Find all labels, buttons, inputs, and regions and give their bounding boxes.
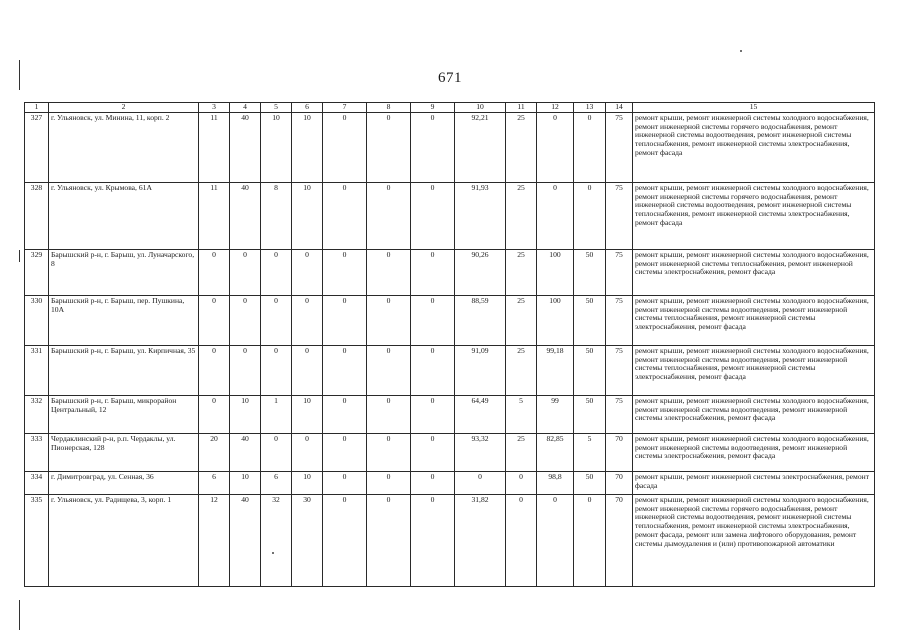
repair-works-cell: ремонт крыши, ремонт инженерной системы электроснабжения, ремонт фасада: [633, 472, 875, 495]
table-row: [25, 495, 875, 587]
table-cell: 25: [506, 113, 537, 183]
address-cell: г. Ульяновск, ул. Минина, 11, корп. 2: [49, 113, 199, 183]
table-cell: 99,18: [537, 346, 574, 396]
table-cell: 0: [261, 296, 292, 346]
table-cell: 0: [367, 472, 411, 495]
table-cell: 0: [411, 495, 455, 587]
table-cell: 1: [261, 396, 292, 434]
column-header: 2: [49, 103, 199, 113]
table-cell: 92,21: [455, 113, 506, 183]
table-cell: 10: [230, 472, 261, 495]
table-cell: 0: [367, 296, 411, 346]
table-cell: 90,26: [455, 250, 506, 296]
table-row: [25, 250, 875, 296]
table-cell: 40: [230, 495, 261, 587]
table-cell: 11: [199, 113, 230, 183]
table-cell: 0: [323, 434, 367, 472]
repair-works-cell: ремонт крыши, ремонт инженерной системы холодного водоснабжения, ремонт инженерной системы водоотведения, ремонт инженерной системы электроснабжения, ремонт фасада: [633, 434, 875, 472]
table-cell: 10: [292, 113, 323, 183]
table-cell: 5: [574, 434, 606, 472]
column-header: 12: [537, 103, 574, 113]
table-cell: 0: [411, 472, 455, 495]
column-header: 11: [506, 103, 537, 113]
row-number-cell: 328: [25, 183, 49, 250]
table-cell: 82,85: [537, 434, 574, 472]
address-cell: г. Ульяновск, ул. Крымова, 61А: [49, 183, 199, 250]
row-number-cell: 327: [25, 113, 49, 183]
table-cell: 0: [367, 495, 411, 587]
table-cell: 93,32: [455, 434, 506, 472]
table-cell: 0: [323, 296, 367, 346]
table-cell: 0: [367, 396, 411, 434]
column-header: 13: [574, 103, 606, 113]
table-cell: 50: [574, 346, 606, 396]
table-cell: 0: [411, 250, 455, 296]
table-cell: 75: [606, 396, 633, 434]
table-cell: 50: [574, 250, 606, 296]
table-cell: 88,59: [455, 296, 506, 346]
table-cell: 0: [292, 296, 323, 346]
table-cell: 0: [537, 113, 574, 183]
table-cell: 0: [323, 495, 367, 587]
table-cell: 0: [323, 183, 367, 250]
row-number-cell: 335: [25, 495, 49, 587]
table-cell: 8: [261, 183, 292, 250]
column-header: 1: [25, 103, 49, 113]
column-header: 14: [606, 103, 633, 113]
table-cell: 0: [411, 113, 455, 183]
table-row: [25, 472, 875, 495]
table-cell: 50: [574, 472, 606, 495]
table-cell: 100: [537, 296, 574, 346]
table-cell: 25: [506, 183, 537, 250]
table-cell: 0: [261, 434, 292, 472]
table-cell: 0: [537, 183, 574, 250]
table-cell: 31,82: [455, 495, 506, 587]
table-cell: 25: [506, 250, 537, 296]
table-cell: 0: [323, 346, 367, 396]
row-number-cell: 334: [25, 472, 49, 495]
table-cell: 0: [292, 250, 323, 296]
table-cell: 0: [323, 113, 367, 183]
row-number-cell: 333: [25, 434, 49, 472]
column-header: 4: [230, 103, 261, 113]
row-number-cell: 330: [25, 296, 49, 346]
margin-mark: [19, 600, 20, 630]
repair-works-cell: ремонт крыши, ремонт инженерной системы холодного водоснабжения, ремонт инженерной системы водоотведения, ремонт инженерной системы электроснабжения, ремонт фасада: [633, 396, 875, 434]
table-cell: 70: [606, 472, 633, 495]
table-cell: 32: [261, 495, 292, 587]
repair-works-cell: ремонт крыши, ремонт инженерной системы холодного водоснабжения, ремонт инженерной системы водоотведения, ремонт инженерной системы теплоснабжения, ремонт инженерной системы электроснабжения, ремонт фасада: [633, 296, 875, 346]
table-cell: 0: [411, 183, 455, 250]
table-cell: 0: [261, 250, 292, 296]
table-cell: 40: [230, 183, 261, 250]
table-cell: 75: [606, 113, 633, 183]
table-row: [25, 434, 875, 472]
table-cell: 0: [367, 113, 411, 183]
table-cell: 20: [199, 434, 230, 472]
table-cell: 75: [606, 250, 633, 296]
table-cell: 0: [199, 250, 230, 296]
table-header-row: [25, 103, 875, 113]
table-cell: 91,09: [455, 346, 506, 396]
column-header: 7: [323, 103, 367, 113]
address-cell: Барышский р-н, г. Барыш, ул. Кирпичная, 35: [49, 346, 199, 396]
table-cell: 99: [537, 396, 574, 434]
repair-program-table: [24, 102, 875, 587]
table-cell: 10: [292, 183, 323, 250]
table-cell: 10: [261, 113, 292, 183]
table-cell: 0: [367, 434, 411, 472]
table-cell: 10: [230, 396, 261, 434]
table-cell: 10: [292, 396, 323, 434]
table-cell: 0: [411, 346, 455, 396]
table-cell: 0: [574, 495, 606, 587]
table-cell: 0: [367, 346, 411, 396]
table-cell: 0: [574, 113, 606, 183]
table-cell: 25: [506, 296, 537, 346]
table-cell: 0: [574, 183, 606, 250]
page-number: 671: [438, 70, 462, 86]
table-cell: 0: [367, 250, 411, 296]
table-cell: 0: [199, 346, 230, 396]
table-cell: 6: [199, 472, 230, 495]
column-header: 6: [292, 103, 323, 113]
table-cell: 0: [323, 250, 367, 296]
table-cell: 75: [606, 296, 633, 346]
table-cell: 6: [261, 472, 292, 495]
table-cell: 100: [537, 250, 574, 296]
table-cell: 0: [230, 346, 261, 396]
table-cell: 5: [506, 396, 537, 434]
margin-mark: [19, 250, 20, 262]
repair-works-cell: ремонт крыши, ремонт инженерной системы холодного водоснабжения, ремонт инженерной системы горячего водоснабжения, ремонт инженерной системы водоотведения, ремонт инженерной системы теплоснабжения, ремонт инженерной системы электроснабжения, ремонт фасада: [633, 113, 875, 183]
address-cell: Чердаклинский р-н, р.п. Чердаклы, ул. Пионерская, 128: [49, 434, 199, 472]
address-cell: Барышский р-н, г. Барыш, микрорайон Центральный, 12: [49, 396, 199, 434]
table-cell: 0: [411, 296, 455, 346]
table-cell: 0: [323, 472, 367, 495]
table-cell: 0: [455, 472, 506, 495]
repair-works-cell: ремонт крыши, ремонт инженерной системы холодного водоснабжения, ремонт инженерной системы горячего водоснабжения, ремонт инженерной системы водоотведения, ремонт инженерной системы теплоснабжения, ремонт инженерной системы электроснабжения, ремонт фасада: [633, 183, 875, 250]
table-cell: 25: [506, 346, 537, 396]
address-cell: Барышский р-н, г. Барыш, пер. Пушкина, 10А: [49, 296, 199, 346]
address-cell: Барышский р-н, г. Барыш, ул. Луначарского, 8: [49, 250, 199, 296]
table-cell: 0: [323, 396, 367, 434]
table-cell: 11: [199, 183, 230, 250]
table-cell: 75: [606, 183, 633, 250]
column-header: 3: [199, 103, 230, 113]
row-number-cell: 329: [25, 250, 49, 296]
table-cell: 0: [230, 250, 261, 296]
row-number-cell: 332: [25, 396, 49, 434]
table-cell: 70: [606, 495, 633, 587]
repair-works-cell: ремонт крыши, ремонт инженерной системы холодного водоснабжения, ремонт инженерной системы водоотведения, ремонт инженерной системы теплоснабжения, ремонт инженерной системы электроснабжения, ремонт фасада: [633, 346, 875, 396]
address-cell: г. Димитровград, ул. Сенная, 36: [49, 472, 199, 495]
table-cell: 40: [230, 434, 261, 472]
margin-mark: [19, 60, 20, 90]
repair-works-cell: ремонт крыши, ремонт инженерной системы холодного водоснабжения, ремонт инженерной системы теплоснабжения, ремонт инженерной системы электроснабжения, ремонт фасада: [633, 250, 875, 296]
table-row: [25, 346, 875, 396]
table-cell: 30: [292, 495, 323, 587]
table-cell: 0: [367, 183, 411, 250]
column-header: 5: [261, 103, 292, 113]
column-header: 9: [411, 103, 455, 113]
table-row: [25, 113, 875, 183]
repair-works-cell: ремонт крыши, ремонт инженерной системы холодного водоснабжения, ремонт инженерной системы горячего водоснабжения, ремонт инженерной системы водоотведения, ремонт инженерной системы теплоснабжения, ремонт инженерной системы электроснабжения, ремонт фасада, ремонт или замена лифтового оборудования, ремонт системы дымоудаления и (или) противопожарной автоматики: [633, 495, 875, 587]
table-row: [25, 183, 875, 250]
row-number-cell: 331: [25, 346, 49, 396]
table-row: [25, 396, 875, 434]
table-cell: 10: [292, 472, 323, 495]
table-cell: 91,93: [455, 183, 506, 250]
table-cell: 40: [230, 113, 261, 183]
table-cell: 25: [506, 434, 537, 472]
table-cell: 0: [506, 495, 537, 587]
table-cell: 12: [199, 495, 230, 587]
table-row: [25, 296, 875, 346]
table-cell: 98,8: [537, 472, 574, 495]
table-cell: 0: [411, 434, 455, 472]
table-cell: 0: [199, 296, 230, 346]
table-cell: 0: [199, 396, 230, 434]
table-cell: 50: [574, 396, 606, 434]
table-cell: 0: [292, 434, 323, 472]
table-cell: 0: [506, 472, 537, 495]
table-cell: 50: [574, 296, 606, 346]
scan-speck: [740, 50, 742, 52]
table-cell: 0: [411, 396, 455, 434]
table-cell: 70: [606, 434, 633, 472]
column-header: 8: [367, 103, 411, 113]
address-cell: г. Ульяновск, ул. Радищева, 3, корп. 1: [49, 495, 199, 587]
table-cell: 0: [292, 346, 323, 396]
column-header: 15: [633, 103, 875, 113]
column-header: 10: [455, 103, 506, 113]
table-cell: 64,49: [455, 396, 506, 434]
table-cell: 0: [230, 296, 261, 346]
table-cell: 75: [606, 346, 633, 396]
table-cell: 0: [261, 346, 292, 396]
table-cell: 0: [537, 495, 574, 587]
